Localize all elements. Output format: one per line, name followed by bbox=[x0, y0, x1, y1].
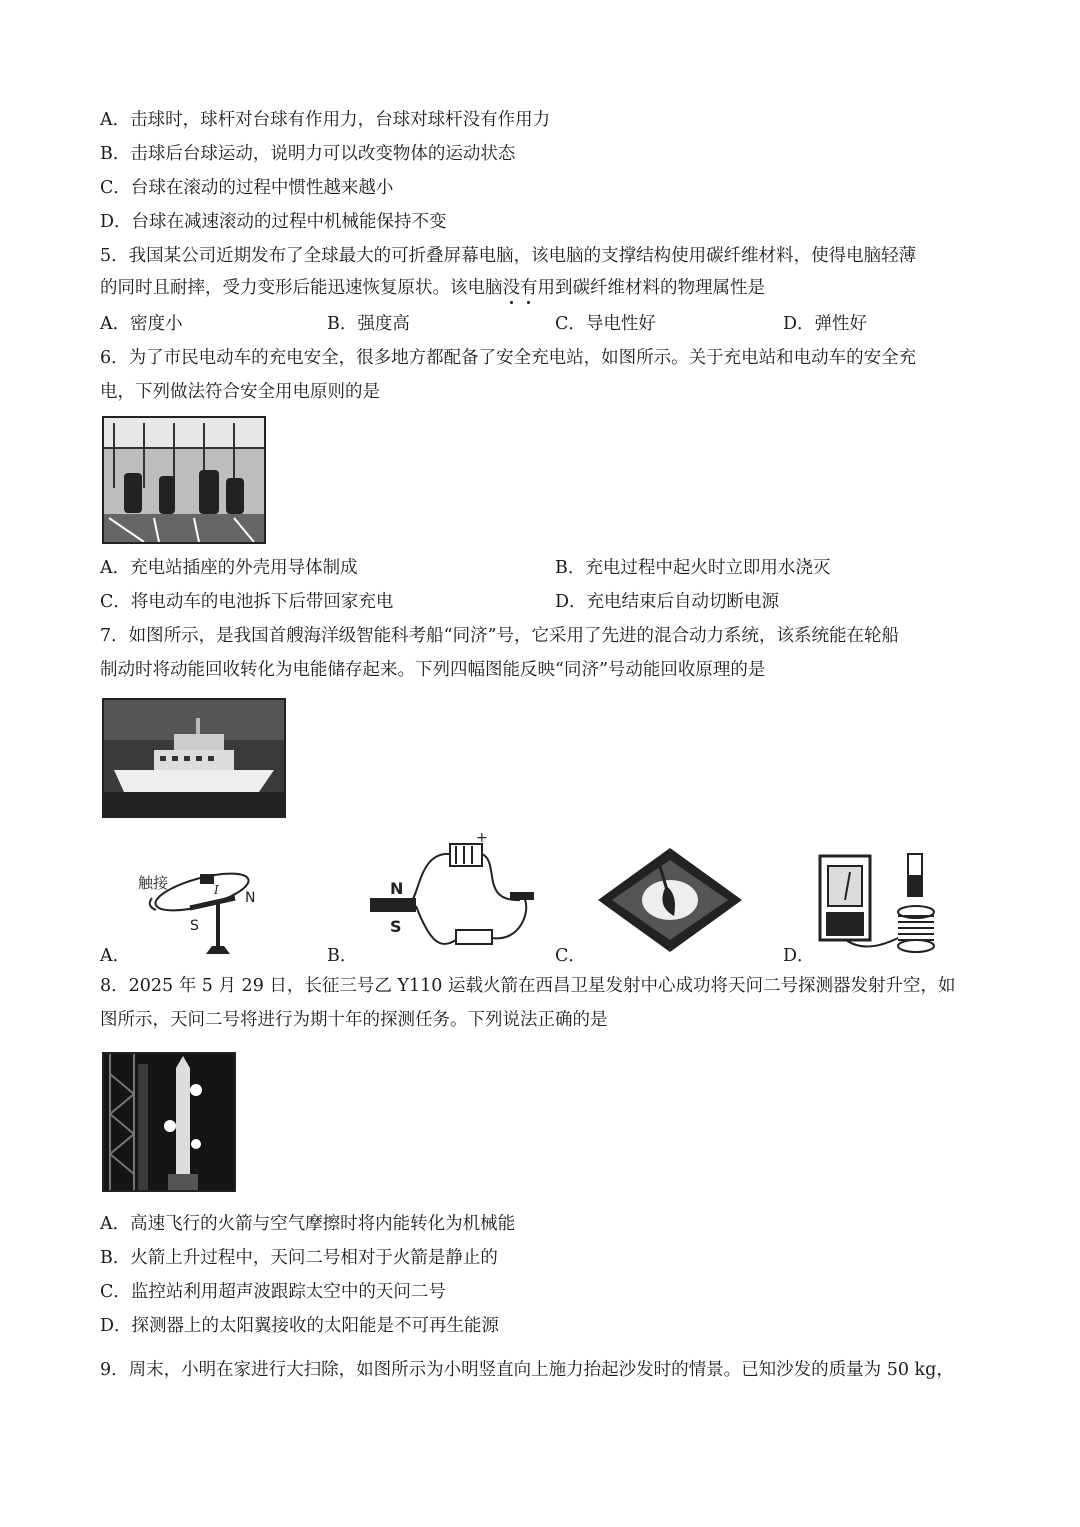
charging-station-photo bbox=[102, 416, 266, 544]
svg-text:N: N bbox=[245, 890, 256, 906]
q5-emphasis-mei: 没 bbox=[502, 278, 520, 298]
q8-option-d: D．探测器上的太阳翼接收的太阳能是不可再生能源 bbox=[100, 1316, 500, 1336]
q7-stem-line2: 制动时将动能回收转化为电能储存起来。下列四幅图能反映“同济”号动能回收原理的是 bbox=[100, 660, 766, 680]
svg-text:+: + bbox=[476, 832, 488, 846]
q8-option-b: B．火箭上升过程中，天问二号相对于火箭是静止的 bbox=[100, 1248, 498, 1268]
figure-label-b: B． bbox=[327, 946, 358, 966]
q8-option-c: C．监控站利用超声波跟踪太空中的天问二号 bbox=[100, 1282, 446, 1302]
q5-stem-part-b: 用到碳纤维材料的物理属性是 bbox=[537, 278, 765, 298]
q6-option-c: C．将电动车的电池拆下后带回家充电 bbox=[100, 592, 394, 612]
q4-option-d: D．台球在减速滚动的过程中机械能保持不变 bbox=[100, 212, 447, 232]
q5-option-c: C．导电性好 bbox=[555, 314, 656, 334]
q7-stem-line1: 7．如图所示，是我国首艘海洋级智能科考船“同济”号，它采用了先进的混合动力系统，该系统能在轮船 bbox=[100, 626, 900, 646]
q8-stem-line2: 图所示，天问二号将进行为期十年的探测任务。下列说法正确的是 bbox=[100, 1010, 608, 1030]
q4-option-b: B．击球后台球运动，说明力可以改变物体的运动状态 bbox=[100, 144, 516, 164]
svg-text:S: S bbox=[190, 918, 199, 934]
svg-text:I: I bbox=[214, 883, 219, 897]
figure-c-compass bbox=[596, 846, 744, 954]
rocket-launch-photo bbox=[102, 1052, 236, 1192]
q8-stem-line1: 8．2025 年 5 月 29 日，长征三号乙 Y110 运载火箭在西昌卫星发射中心成功将天问二号探测器发射升空，如 bbox=[100, 976, 956, 996]
q4-option-c: C．台球在滚动的过程中惯性越来越小 bbox=[100, 178, 394, 198]
figure-label-c: C． bbox=[555, 946, 586, 966]
research-ship-photo bbox=[102, 698, 286, 818]
q6-stem-line1: 6．为了市民电动车的充电安全，很多地方都配备了安全充电站，如图所示。关于充电站和电动车的安全充 bbox=[100, 348, 917, 368]
q5-stem-line1: 5．我国某公司近期发布了全球最大的可折叠屏幕电脑，该电脑的支撑结构使用碳纤维材料，使得电脑轻薄 bbox=[100, 246, 917, 266]
q6-option-d: D．充电结束后自动切断电源 bbox=[555, 592, 780, 612]
q8-option-a: A．高速飞行的火箭与空气摩擦时将内能转化为机械能 bbox=[100, 1214, 516, 1234]
q5-stem-part-a: 的同时且耐摔，受力变形后能迅速恢复原状。该电脑 bbox=[100, 278, 503, 298]
q5-stem-line2 bbox=[100, 276, 765, 300]
svg-text:S: S bbox=[390, 917, 402, 936]
q6-option-a: A．充电站插座的外壳用导体制成 bbox=[100, 558, 358, 578]
figure-a-label-contact: 触接 bbox=[138, 874, 169, 892]
q5-emphasis-you: 有 bbox=[520, 278, 538, 298]
q6-stem-line2: 电，下列做法符合安全用电原则的是 bbox=[100, 382, 380, 402]
q4-option-a: A．击球时，球杆对台球有作用力，台球对球杆没有作用力 bbox=[100, 110, 551, 130]
figure-b-generator-circuit bbox=[360, 832, 550, 958]
q5-option-d: D．弹性好 bbox=[783, 314, 868, 334]
svg-text:N: N bbox=[390, 879, 404, 898]
q5-option-b: B．强度高 bbox=[327, 314, 410, 334]
q9-stem-line1: 9．周末，小明在家进行大扫除，如图所示为小明竖直向上施力抬起沙发时的情景。已知沙发的质量为 50 kg， bbox=[100, 1360, 954, 1380]
q6-option-b: B．充电过程中起火时立即用水浇灭 bbox=[555, 558, 831, 578]
figure-label-a: A． bbox=[100, 946, 131, 966]
figure-a-coil-magnet bbox=[130, 858, 270, 958]
q5-option-a: A．密度小 bbox=[100, 314, 183, 334]
figure-label-d: D． bbox=[783, 946, 815, 966]
figure-d-galvanometer-coil bbox=[816, 850, 946, 958]
